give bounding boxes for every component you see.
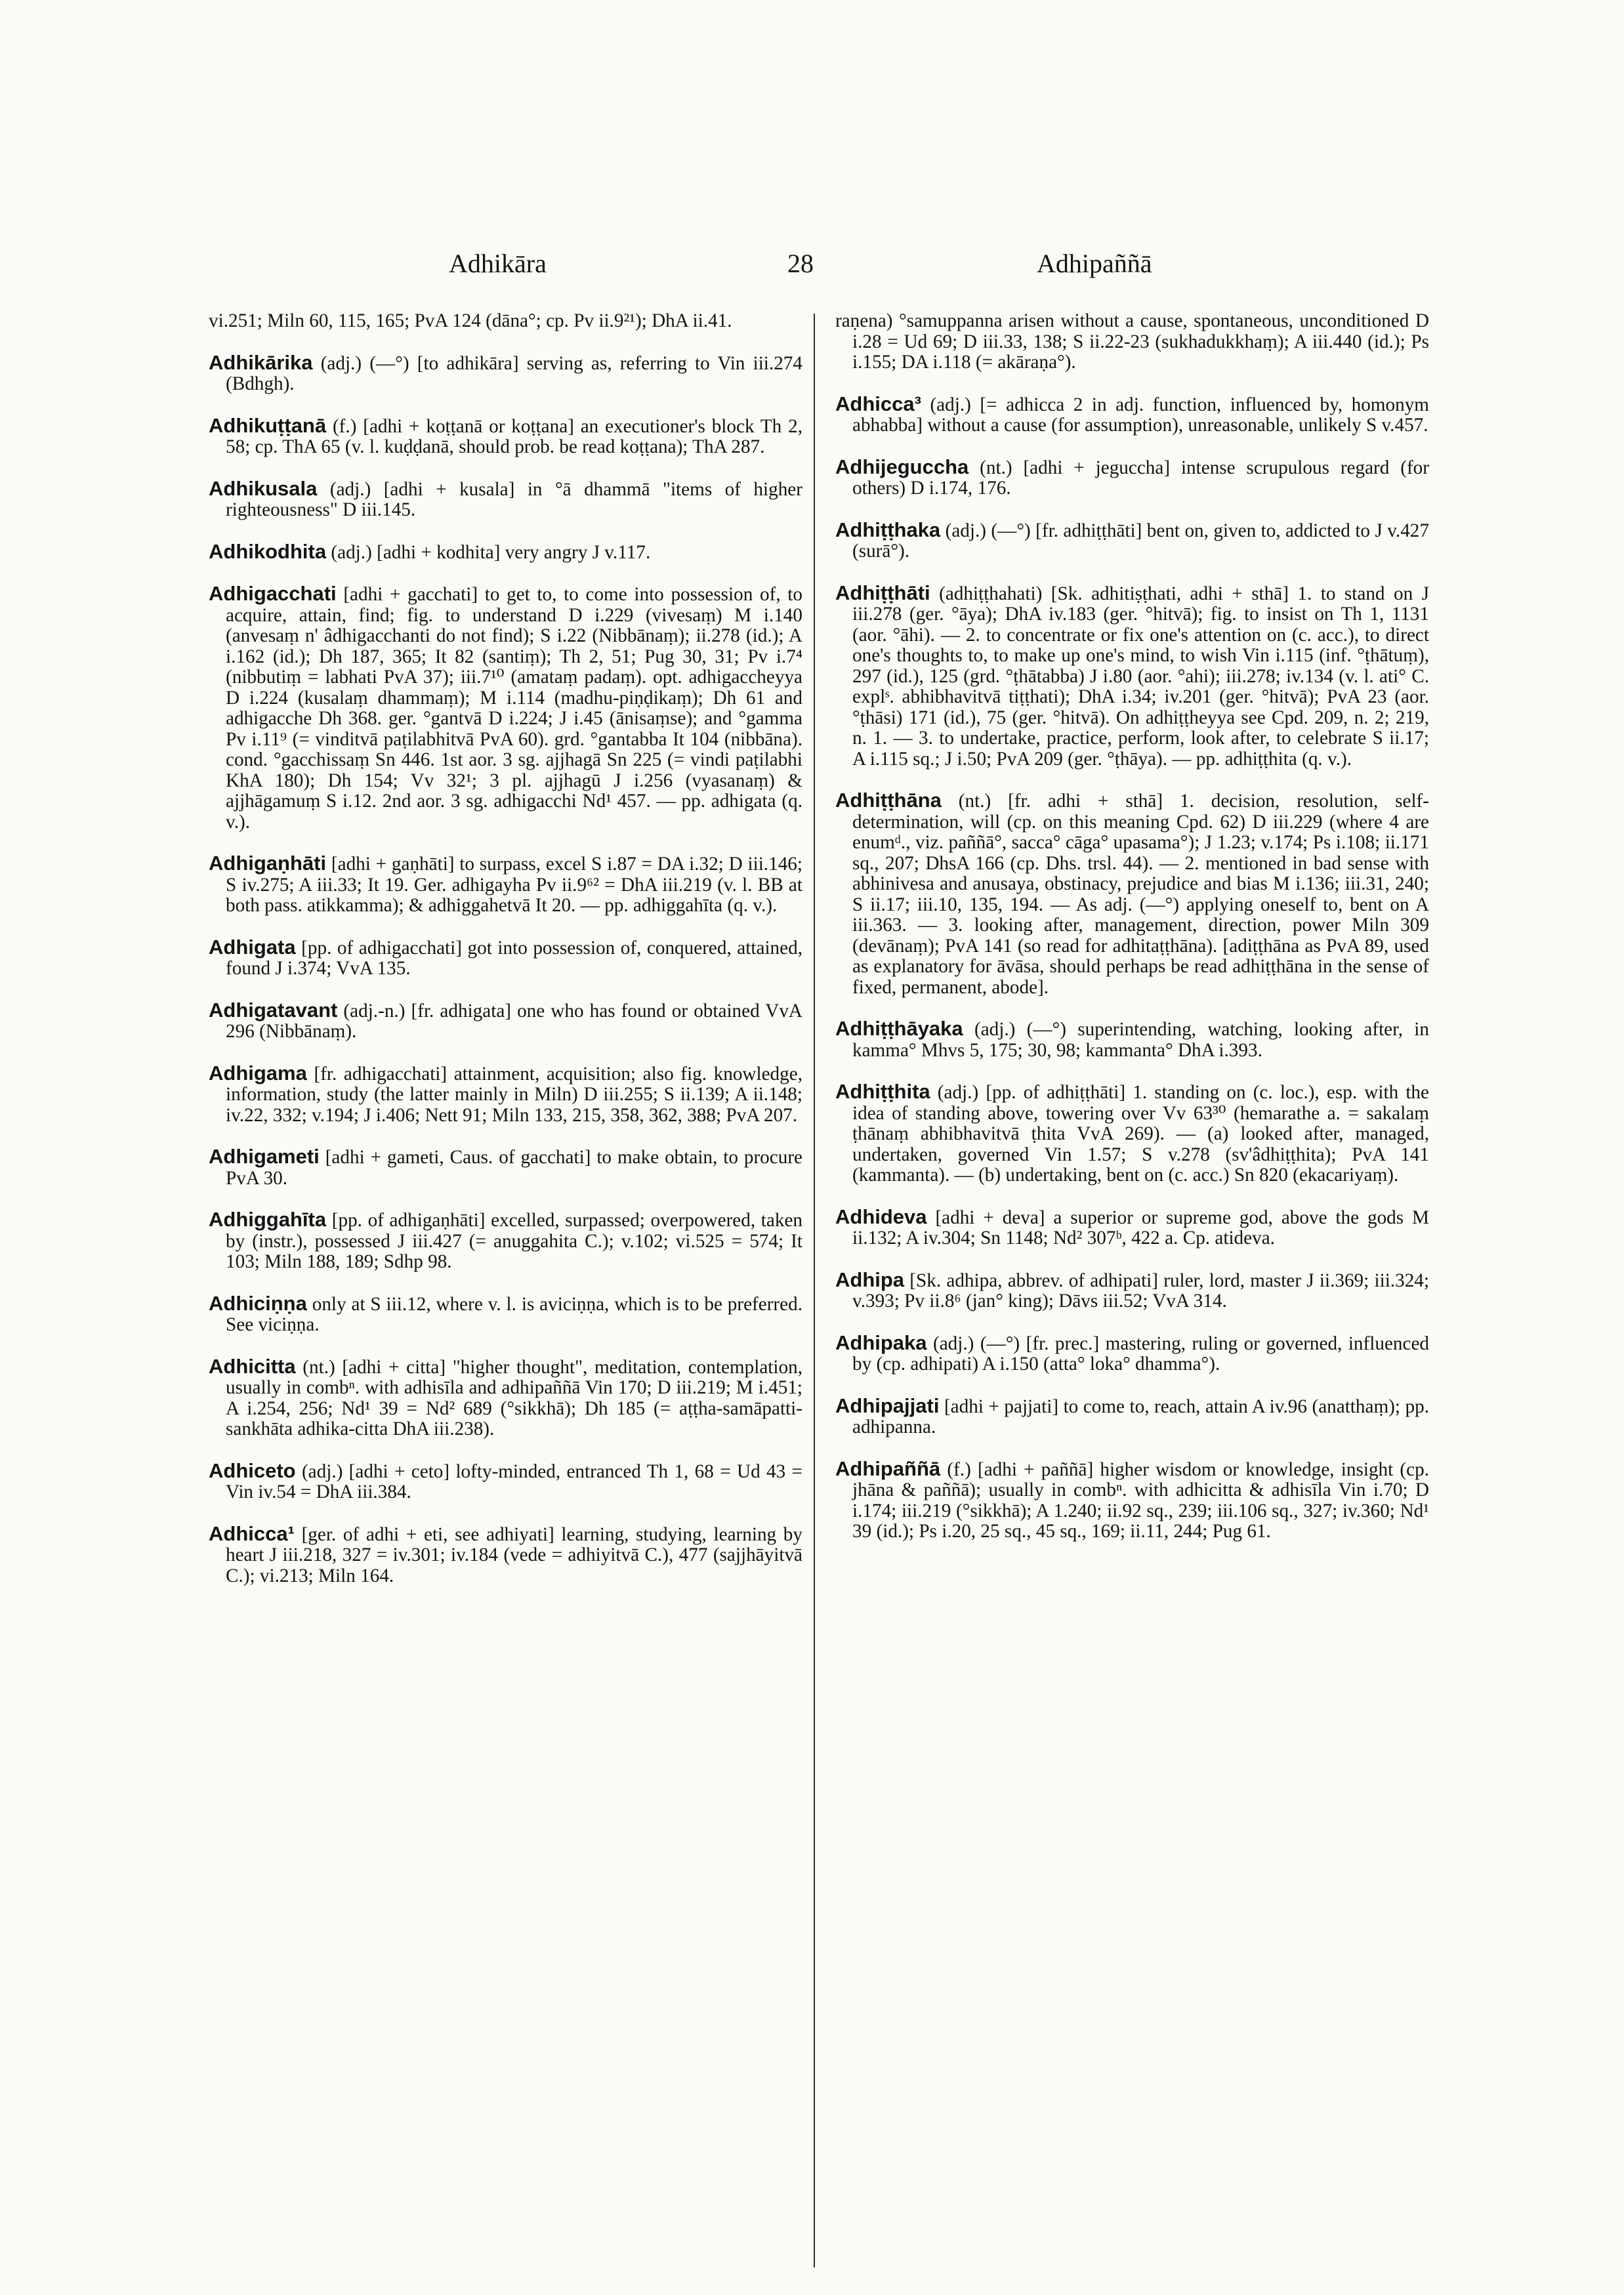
- entry-headword: Adhigatavant: [209, 998, 338, 1022]
- entry-body: (nt.) [adhi + citta] "higher thought", meditation, contemplation, usually in combⁿ. with adhisīla and adhipaññā Vin 170; D iii.219; M i.451; A i.254, 256; Nd¹ 39 = Nd² 689 (°sikkhā); Dh 185 (= aṭṭha-samāpatti-sankhāta adhika-citta DhA iii.238).: [226, 1356, 802, 1439]
- entry-body: (adj.-n.) [fr. adhigata] one who has found or obtained VvA 296 (Nibbānaṃ).: [226, 1000, 802, 1042]
- dictionary-entry: [835, 1270, 1429, 1312]
- entry-headword: Adhipajjati: [835, 1394, 940, 1417]
- entry-headword: Adhipaka: [835, 1331, 927, 1354]
- entry-headword: Adhiciṇṇa: [209, 1291, 307, 1315]
- entry-headword: Adhikodhita: [209, 539, 327, 563]
- entry-body: (adj.) [adhi + kusala] in °ā dhammā "items of higher righteousness" D iii.145.: [226, 478, 802, 520]
- entry-body: (nt.) [adhi + jeguccha] intense scrupulous regard (for others) D i.174, 176.: [852, 457, 1429, 499]
- entry-headword: Adhiṭṭhita: [835, 1080, 930, 1103]
- entry-headword: Adhiṭṭhāyaka: [835, 1017, 963, 1040]
- entry-headword: Adhiceto: [209, 1458, 296, 1482]
- dictionary-entry: [209, 853, 802, 917]
- dictionary-entry: [835, 1018, 1429, 1061]
- dictionary-entry: [209, 1063, 802, 1127]
- dictionary-entry: [209, 352, 802, 395]
- dictionary-entry: [209, 415, 802, 458]
- entry-headword: Adhigaṇhāti: [209, 852, 327, 875]
- dictionary-entry: [835, 1396, 1429, 1438]
- header-right-guideword: Adhipaññā: [1037, 249, 1152, 278]
- running-header: [210, 248, 1430, 287]
- dictionary-entry: [835, 1081, 1429, 1186]
- entry-headword: Adhiggahīta: [209, 1208, 327, 1231]
- entry-headword: Adhipa: [835, 1268, 905, 1291]
- entry-headword: Adhigameti: [209, 1145, 320, 1168]
- entry-headword: Adhiṭṭhaka: [835, 518, 941, 541]
- entry-headword: Adhijeguccha: [835, 455, 969, 478]
- entry-headword: Adhikuṭṭanā: [209, 413, 327, 437]
- dictionary-entry: [209, 478, 802, 521]
- entry-body: vi.251; Miln 60, 115, 165; PvA 124 (dāna°; cp. Pv ii.9²¹); DhA ii.41.: [209, 310, 732, 331]
- entry-body: (adj.) (—°) [fr. adhiṭṭhāti] bent on, given to, addicted to J v.427 (surā°).: [852, 520, 1429, 562]
- entry-body: (adj.) (—°) superintending, watching, looking after, in kamma° Mhvs 5, 175; 30, 98; kammanta° DhA i.393.: [852, 1019, 1429, 1061]
- entry-body: raṇena) °samuppanna arisen without a cause, spontaneous, unconditioned D i.28 = Ud 69; D iii.33, 138; S ii.22-23 (sukhadukkhaṃ); A iii.440 (id.); Ps i.155; DA i.118 (= akāraṇa°).: [835, 310, 1429, 373]
- entry-body: (nt.) [fr. adhi + sthā] 1. decision, resolution, self-determination, will (cp. on this meaning Cpd. 62) D iii.229 (where 4 are enumᵈ., viz. paññā°, sacca° cāga° upasama°); J 1.23; v.174; Ps i.108; ii.171 sq., 207; DhsA 166 (cp. Dhs. trsl. 44). — 2. mentioned in bad sense with abhinivesa and anusaya, obstinacy, prejudice and bias M i.136; iii.31, 240; S ii.17; iii.10, 135, 194. — As adj. (—°) applying oneself to, bent on A iii.363. — 3. looking after, management, direction, power Miln 309 (devānaṃ); PvA 141 (so read for adhitaṭṭhāna). [adiṭṭhāna as PvA 89, used as explanatory for āvāsa, should perhaps be read adhiṭṭhāna in the sense of fixed, permanent, abode].: [852, 791, 1429, 998]
- right-column: [835, 311, 1429, 1563]
- dictionary-entry: [209, 1523, 802, 1587]
- entry-headword: Adhigacchati: [209, 582, 337, 605]
- entry-body: [adhi + deva] a superior or supreme god, above the gods M ii.132; A iv.304; Sn 1148; Nd² 307ᵇ, 422 a. Cp. atideva.: [852, 1207, 1429, 1249]
- entry-body: (f.) [adhi + paññā] higher wisdom or knowledge, insight (cp. jhāna & paññā); usually in combⁿ. with adhicitta & adhisīla Vin i.70; D i.174; iii.219 (°sikkhā); A 1.240; ii.92 sq., 239; iii.106 sq., 327; iv.360; Nd¹ 39 (id.); Ps i.20, 25 sq., 45 sq., 169; ii.11, 244; Pug 61.: [852, 1458, 1429, 1542]
- dictionary-entry: [835, 1458, 1429, 1542]
- dictionary-entry: [835, 790, 1429, 998]
- entry-headword: Adhicca³: [835, 392, 921, 415]
- dictionary-entry-continuation: [835, 311, 1429, 373]
- entry-headword: Adhicca¹: [209, 1521, 295, 1545]
- entry-headword: Adhikārika: [209, 350, 313, 374]
- entry-body: [adhi + gameti, Caus. of gacchati] to make obtain, to procure PvA 30.: [226, 1147, 802, 1189]
- entry-body: (adj.) [adhi + ceto] lofty-minded, entranced Th 1, 68 = Ud 43 = Vin iv.54 = DhA iii.384.: [226, 1460, 802, 1502]
- dictionary-entry: [835, 457, 1429, 499]
- entry-body: [ger. of adhi + eti, see adhiyati] learning, studying, learning by heart J iii.218, 327 = iv.301; iv.184 (vede = adhiyitvā C.), 477 (sajjhāyitvā C.); vi.213; Miln 164.: [226, 1523, 802, 1586]
- entry-body: [pp. of adhigacchati] got into possession of, conquered, attained, found J i.374; VvA 135.: [226, 937, 802, 979]
- header-left-guideword: Adhikāra: [449, 249, 547, 278]
- entry-body: (adj.) [adhi + kodhita] very angry J v.117.: [326, 541, 651, 563]
- left-column: [209, 311, 802, 1607]
- entry-body: (adhiṭṭhahati) [Sk. adhitiṣṭhati, adhi + sthā] 1. to stand on J iii.278 (ger. °āya); DhA iv.183 (ger. °hitvā); fig. to insist on Th 1, 1131 (aor. °āhi). — 2. to concentrate or fix one's attention on (c. acc.), to direct one's thoughts to, to make up one's mind, to wish Vin i.115 (inf. °ṭhātuṃ), 297 (id.), 125 (grd. °ṭhātabba) J i.80 (aor. °ahi); iii.278; iv.134 (v. l. ati° C. explˢ. abhibhavitvā tiṭṭhati); DhA i.34; iv.201 (ger. °hitvā); PvA 23 (aor. °ṭhāsi) 171 (id.), 75 (ger. °hitvā). On adhiṭṭheyya see Cpd. 209, n. 2; 219, n. 1. — 3. to undertake, practice, perform, look after, to celebrate S ii.17; A i.115 sq.; J i.50; PvA 209 (ger. °ṭhāya). — pp. adhiṭṭhita (q. v.).: [852, 583, 1429, 770]
- entry-body: only at S iii.12, where v. l. is aviciṇṇa, which is to be preferred. See viciṇṇa.: [226, 1293, 802, 1335]
- dictionary-entry: [209, 937, 802, 980]
- dictionary-entry: [209, 1209, 802, 1273]
- entry-headword: Adhiṭṭhāna: [835, 789, 942, 812]
- dictionary-entry: [209, 1000, 802, 1043]
- entry-headword: Adhikusala: [209, 476, 318, 500]
- column-divider: [814, 314, 815, 2267]
- entry-headword: Adhigata: [209, 935, 296, 959]
- entry-body: [adhi + pajjati] to come to, reach, attain A iv.96 (anatthaṃ); pp. adhipanna.: [852, 1396, 1429, 1437]
- entry-body: (adj.) (—°) [to adhikāra] serving as, referring to Vin iii.274 (Bdhgh).: [226, 352, 802, 394]
- entry-headword: Adhicitta: [209, 1354, 296, 1378]
- entry-body: [fr. adhigacchati] attainment, acquisition; also fig. knowledge, information, study (the latter mainly in Miln) D iii.255; S ii.139; A ii.148; iv.22, 332; v.194; J i.406; Nett 91; Miln 133, 215, 358, 362, 388; PvA 207.: [226, 1063, 802, 1126]
- entry-headword: Adhigama: [209, 1061, 307, 1085]
- dictionary-entry: [209, 1460, 802, 1503]
- entry-body: [adhi + gaṇhāti] to surpass, excel S i.87 = DA i.32; D iii.146; S iv.275; A iii.33; It 19. Ger. adhigayha Pv ii.9⁶² = DhA iii.219 (v. l. BB at both pass. atikkamma); & adhiggahetvā It 20. — pp. adhiggahīta (q. v.).: [226, 854, 802, 916]
- dictionary-entry: [835, 583, 1429, 770]
- entry-body: (adj.) [= adhicca 2 in adj. function, influenced by, homonym abhabba] without a cause (for assumption), unreasonable, unlikely S v.457.: [852, 394, 1429, 436]
- dictionary-entry-continuation: [209, 311, 802, 332]
- dictionary-entry: [209, 1356, 802, 1440]
- dictionary-entry: [209, 1146, 802, 1189]
- entry-body: (adj.) (—°) [fr. prec.] mastering, ruling or governed, influenced by (cp. adhipati) A i.150 (atta° loka° dhamma°).: [852, 1333, 1429, 1375]
- dictionary-entry: [835, 1333, 1429, 1375]
- entry-body: [pp. of adhigaṇhāti] excelled, surpassed; overpowered, taken by (instr.), possessed J iii.427 (= anuggahita C.); v.102; vi.525 = 574; It 103; Miln 188, 189; Sdhp 98.: [226, 1210, 802, 1272]
- entry-headword: Adhiṭṭhāti: [835, 581, 930, 604]
- dictionary-entry: [209, 583, 802, 833]
- dictionary-entry: [835, 520, 1429, 562]
- dictionary-entry: [835, 1207, 1429, 1249]
- entry-body: [adhi + gacchati] to get to, to come into possession of, to acquire, attain, find; fig. to understand D i.229 (vivesaṃ) M i.140 (anvesaṃ n' âdhigacchanti do not find); S i.22 (Nibbānaṃ); ii.278 (id.); A i.162 (id.); Dh 187, 365; It 82 (santiṃ); Th 2, 51; Pug 30, 31; Pv i.7⁴ (nibbutiṃ = labhati PvA 37); iii.7¹⁰ (amataṃ padaṃ). opt. adhigaccheyya D i.224 (kusalaṃ dhammaṃ); M i.114 (madhu-piṇḍikaṃ); Dh 61 and adhigacche Dh 368. ger. °gantvā D i.224; J i.45 (ānisaṃse); and °gamma Pv i.11⁹ (= vinditvā paṭilabhitvā PvA 60). grd. °gantabba It 104 (nibbāna). cond. °gacchissaṃ Sn 446. 1st aor. 3 sg. ajjhagā Sn 225 (= vindi paṭilabhi KhA 180); Dh 154; Vv 32¹; 3 pl. ajjhagū J i.256 (vyasanaṃ) & ajjhāgamuṃ S i.12. 2nd aor. 3 sg. adhigacchi Nd¹ 457. — pp. adhigata (q. v.).: [226, 584, 802, 833]
- page-number: 28: [787, 249, 814, 278]
- entry-body: (f.) [adhi + koṭṭanā or koṭṭana] an executioner's block Th 2, 58; cp. ThA 65 (v. l. kuḍḍanā, should prob. be read koṭṭana); ThA 287.: [226, 415, 802, 457]
- dictionary-entry: [835, 394, 1429, 436]
- dictionary-entry: [209, 541, 802, 564]
- entry-body: (adj.) [pp. of adhiṭṭhāti] 1. standing on (c. loc.), esp. with the idea of standing above, towering over Vv 63³⁰ (hemarathe a. = sakalaṃ ṭhānaṃ abhibhavitvā ṭhita VvA 269). — (a) looked after, managed, undertaken, governed Vin 1.57; S v.278 (sv'âdhiṭṭhita); PvA 141 (kammanta). — (b) undertaking, bent on (c. acc.) Sn 820 (ekacariyaṃ).: [852, 1082, 1429, 1186]
- entry-headword: Adhipaññā: [835, 1457, 941, 1480]
- entry-headword: Adhideva: [835, 1205, 927, 1228]
- dictionary-entry: [209, 1293, 802, 1336]
- entry-body: [Sk. adhipa, abbrev. of adhipati] ruler, lord, master J ii.369; iii.324; v.393; Pv ii.8⁶ (jan° king); Dāvs iii.52; VvA 314.: [852, 1270, 1429, 1312]
